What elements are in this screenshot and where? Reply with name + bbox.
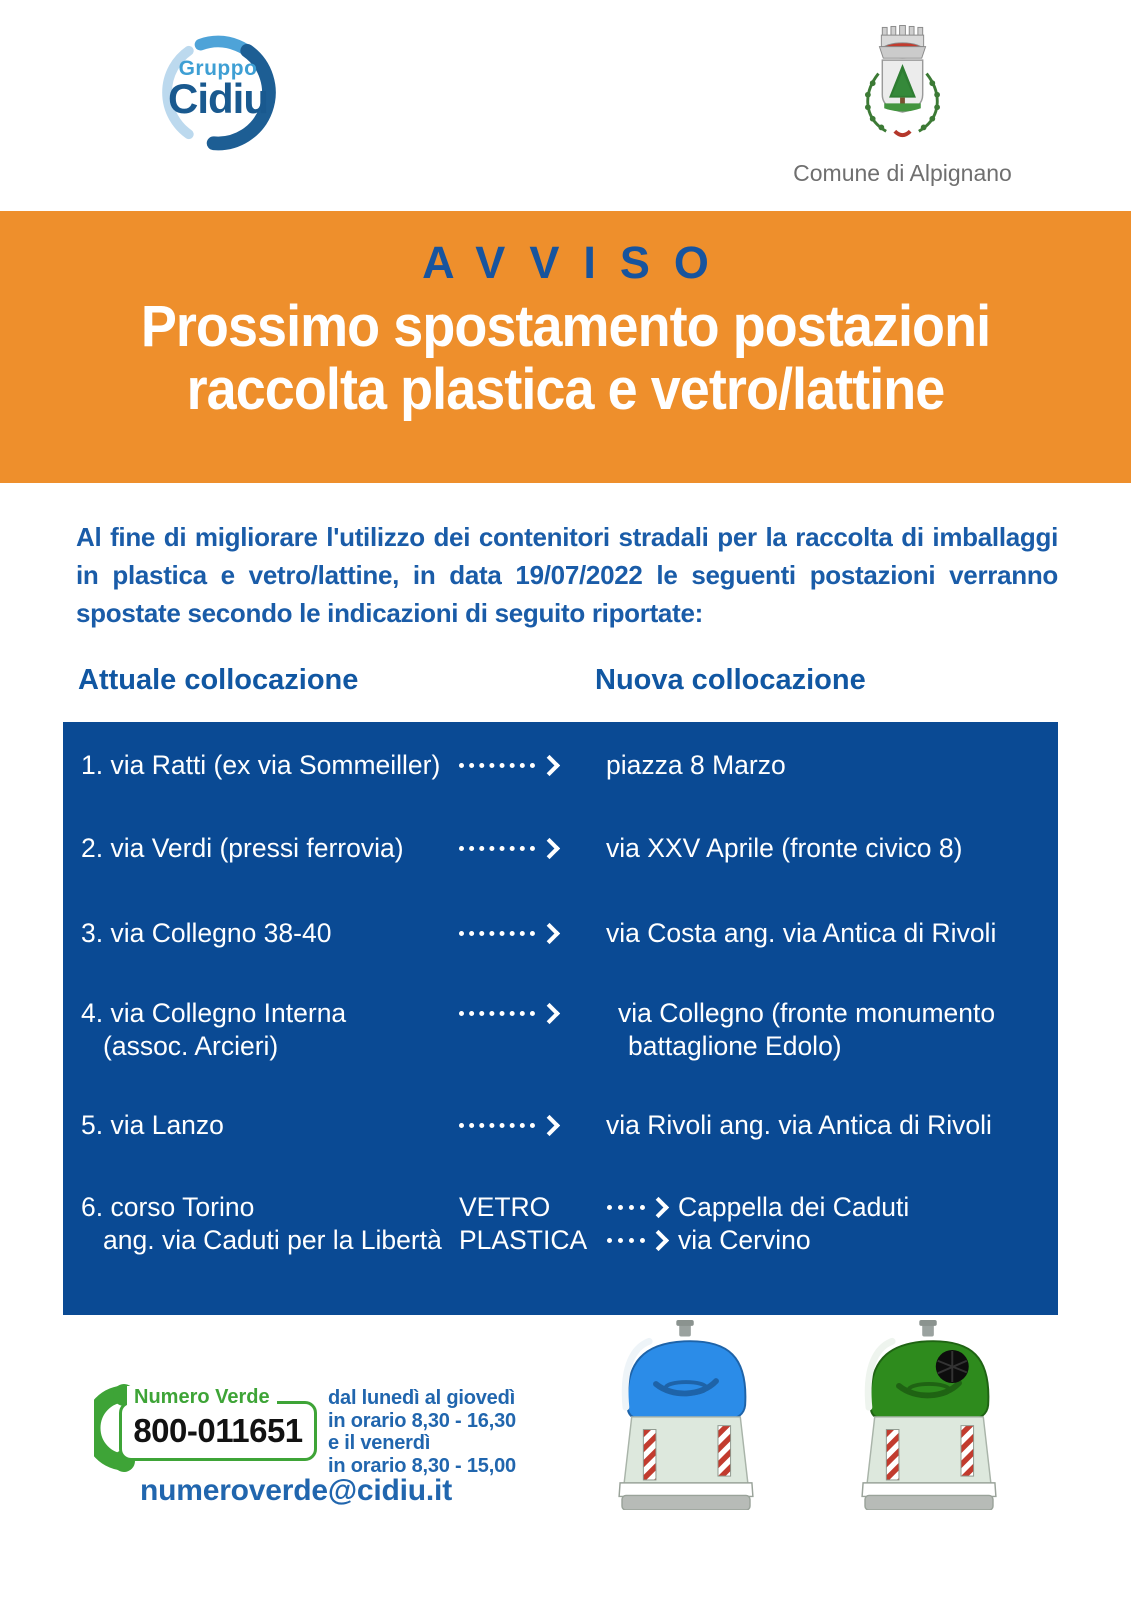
banner-title [40, 295, 1092, 421]
row-to: via Rivoli ang. via Antica di Rivoli [606, 1110, 992, 1140]
row-from: 2. via Verdi (pressi ferrovia) [81, 833, 404, 863]
table-row [81, 832, 1050, 865]
row-from: 5. via Lanzo [81, 1110, 224, 1140]
dotted-arrow-icon [459, 758, 606, 773]
relocation-table [63, 722, 1058, 1315]
split-line [459, 1191, 1050, 1224]
schedule-line: dal lunedì al giovedì [328, 1387, 515, 1409]
row-to: piazza 8 Marzo [606, 750, 786, 780]
notice-banner [0, 211, 1131, 483]
table-row [81, 1109, 1050, 1142]
banner-title-line2: raccolta plastica e vetro/lattine [186, 357, 945, 422]
alpignano-coat-of-arms-icon [840, 14, 965, 162]
row-from: 6. corso Torino ang. via Caduti per la Libertà [81, 1192, 442, 1255]
banner-title-line1: Prossimo spostamento postazioni [140, 294, 991, 359]
material-label: VETRO [459, 1192, 551, 1222]
row-to: via Cervino [678, 1225, 811, 1255]
logo-gruppo-text: Gruppo [178, 57, 258, 80]
contact-email: numeroverde@cidiu.it [140, 1474, 452, 1507]
column-header-new: Nuova collocazione [595, 664, 866, 696]
table-row [81, 997, 1050, 1063]
dotted-arrow-icon [459, 1006, 606, 1021]
dotted-arrow-icon [459, 926, 606, 941]
green-number: 800-011651 [133, 1412, 303, 1449]
row-from: 4. via Collegno Interna (assoc. Arcieri) [81, 998, 347, 1061]
column-header-current: Attuale collocazione [78, 664, 359, 696]
coat-of-arms [840, 14, 965, 162]
row-split-destinations [459, 1191, 1050, 1257]
row-to: via Collegno (fronte monumento battaglione Edolo) [618, 998, 996, 1061]
material-label: PLASTICA [459, 1225, 588, 1255]
table-row [81, 749, 1050, 782]
dotted-arrow-icon [607, 1200, 666, 1215]
logo-cidiu-text: Cidiu [168, 75, 268, 122]
schedule-line: in orario 8,30 - 15,00 [328, 1454, 516, 1477]
green-number-box [119, 1401, 317, 1461]
row-from: 1. via Ratti (ex via Sommeiller) [81, 750, 441, 780]
glass-bin-illustration [843, 1320, 1015, 1510]
cidiu-logo [148, 20, 288, 165]
schedule-line: in orario 8,30 - 16,30 [328, 1409, 516, 1432]
dotted-arrow-icon [607, 1233, 666, 1248]
table-row-split [81, 1191, 1050, 1257]
dotted-arrow-icon [459, 841, 606, 856]
row-from: 3. via Collegno 38-40 [81, 918, 332, 948]
banner-kicker: AVVISO [422, 237, 733, 288]
plastic-bin-illustration [600, 1320, 772, 1510]
dotted-arrow-icon [459, 1118, 606, 1133]
split-line [459, 1224, 1050, 1257]
call-center-schedule [328, 1387, 516, 1477]
municipality-caption: Comune di Alpignano [793, 160, 1012, 186]
row-to: Cappella dei Caduti [678, 1192, 910, 1222]
table-row [81, 917, 1050, 950]
schedule-line: e il venerdì [328, 1432, 431, 1454]
intro-paragraph: Al fine di migliorare l'utilizzo dei contenitori stradali per la raccolta di imballaggi in plastica e vetro/lattine, in data 19/07/2022 le seguenti postazioni verranno spostate secondo le indicazioni di seguito riportate: [76, 522, 1058, 628]
row-to: via Costa ang. via Antica di Rivoli [606, 918, 997, 948]
row-to: via XXV Aprile (fronte civico 8) [606, 833, 963, 863]
numero-verde-label: Numero Verde [127, 1386, 277, 1409]
